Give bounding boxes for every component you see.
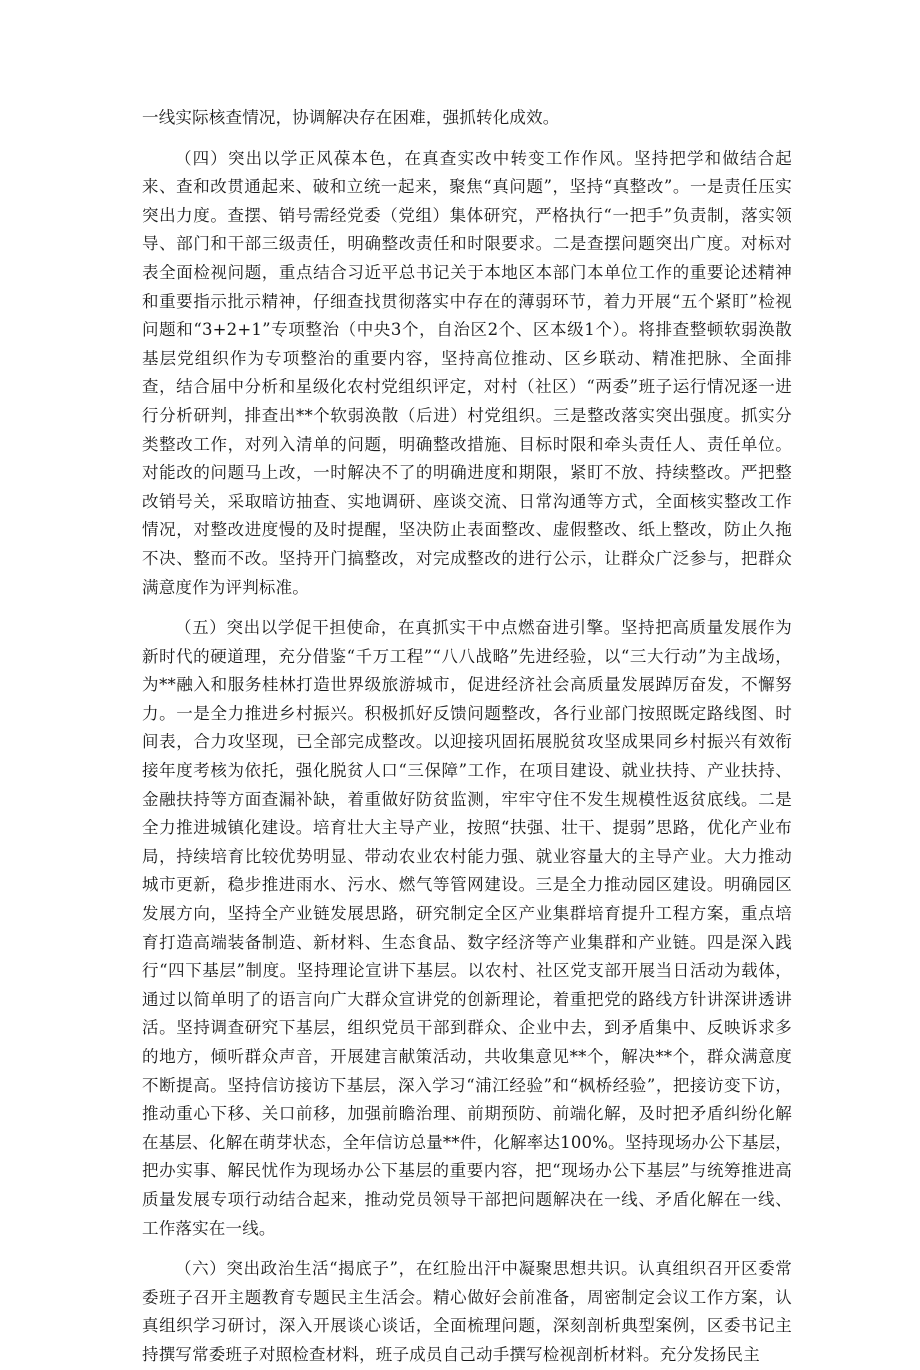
- paragraph-section-5: （五）突出以学促干担使命，在真抓实干中点燃奋进引擎。坚持把高质量发展作为新时代的硬道理，充分借鉴“千万工程”“八八战略”先进经验，以“三大行动”为主战场，为**融入和服务桂林打造世界级旅游城市，促进经济社会高质量发展踔厉奋发，不懈努力。一是全力推进乡村振兴。积极抓好反馈问题整改，各行业部门按照既定路线图、时间表，合力攻坚现，已全部完成整改。以迎接巩固拓展脱贫攻坚成果同乡村振兴有效衔接年度考核为依托，强化脱贫人口“三保障”工作，在项目建设、就业扶持、产业扶持、金融扶持等方面查漏补缺，着重做好防贫监测，牢牢守住不发生规模性返贫底线。二是全力推进城镇化建设。培育壮大主导产业，按照“扶强、壮干、提弱”思路，优化产业布局，持续培育比较优势明显、带动农业农村能力强、就业容量大的主导产业。大力推动城市更新，稳步推进雨水、污水、燃气等管网建设。三是全力推动园区建设。明确园区发展方向，坚持全产业链发展思路，研究制定全区产业集群培育提升工程方案，重点培育打造高端装备制造、新材料、生态食品、数字经济等产业集群和产业链。四是深入践行“四下基层”制度。坚持理论宣讲下基层。以农村、社区党支部开展当日活动为载体，通过以简单明了的语言向广大群众宣讲党的创新理论，着重把党的路线方针讲深讲透讲活。坚持调查研究下基层，组织党员干部到群众、企业中去，到矛盾集中、反映诉求多的地方，倾听群众声音，开展建言献策活动，共收集意见**个，解决**个，群众满意度不断提高。坚持信访接访下基层，深入学习“浦江经验”和“枫桥经验”，把接访变下访，推动重心下移、关口前移，加强前瞻治理、前期预防、前端化解，及时把矛盾纠纷化解在基层、化解在萌芽状态，全年信访总量**件，化解率达100%。坚持现场办公下基层，把办实事、解民忧作为现场办公下基层的重要内容，把“现场办公下基层”与统筹推进高质量发展专项行动结合起来，推动党员领导干部把问题解决在一线、矛盾化解在一线、工作落实在一线。: [142, 618, 792, 1238]
- paragraph-section-4: （四）突出以学正风葆本色，在真查实改中转变工作作风。坚持把学和做结合起来、查和改贯通起来、破和立统一起来，聚焦“真问题”，坚持“真整改”。一是责任压实突出力度。查摆、销号需经党委（党组）集体研究，严格执行“一把手”负责制，落实领导、部门和干部三级责任，明确整改责任和时限要求。二是查摆问题突出广度。对标对表全面检视问题，重点结合习近平总书记关于本地区本部门本单位工作的重要论述精神和重要指示批示精神，仔细查找贯彻落实中存在的薄弱环节，着力开展“五个紧盯”检视问题和“3+2+1”专项整治（中央3个，自治区2个、区本级1个）。将排查整顿软弱涣散基层党组织作为专项整治的重要内容，坚持高位推动、区乡联动、精准把脉、全面排查，结合届中分析和星级化农村党组织评定，对村（社区）“两委”班子运行情况逐一进行分析研判，排查出**个软弱涣散（后进）村党组织。三是整改落实突出强度。抓实分类整改工作，对列入清单的问题，明确整改措施、目标时限和牵头责任人、责任单位。对能改的问题马上改，一时解决不了的明确进度和期限，紧盯不放、持续整改。严把整改销号关，采取暗访抽查、实地调研、座谈交流、日常沟通等方式，全面核实整改工作情况，对整改进度慢的及时提醒，坚决防止表面整改、虚假整改、纸上整改，防止久拖不决、整而不改。坚持开门搞整改，对完成整改的进行公示，让群众广泛参与，把群众满意度作为评判标准。: [142, 148, 792, 597]
- paragraph-continuation: 一线实际核查情况，协调解决存在困难，强抓转化成效。: [142, 108, 560, 127]
- document-body: [142, 104, 792, 1370]
- paragraph-section-6: （六）突出政治生活“揭底子”，在红脸出汗中凝聚思想共识。认真组织召开区委常委班子召开主题教育专题民主生活会。精心做好会前准备，周密制定会议工作方案，认真组织学习研讨，深入开展谈心谈话，全面梳理问题，深刻剖析典型案例，区委书记主持撰写常委班子对照检查材料，班子成员自己动手撰写检视剖析材料。充分发扬民主: [142, 1259, 792, 1364]
